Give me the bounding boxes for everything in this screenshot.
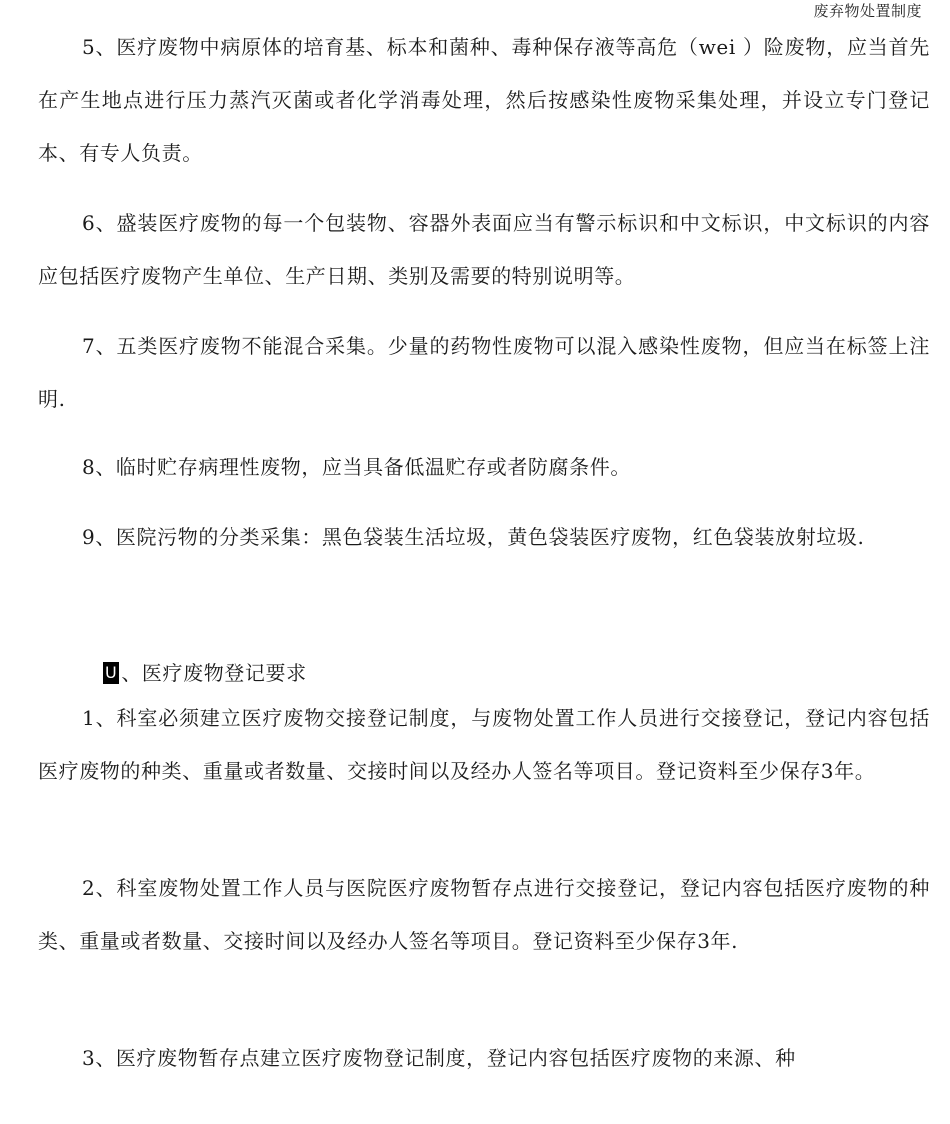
paragraph-item-6: 6、盛装医疗废物的每一个包装物、容器外表面应当有警示标识和中文标识，中文标识的内容应包括医疗废物产生单位、生产日期、类别及需要的特别说明等。: [38, 211, 930, 288]
registration-paragraph-3: 3、医疗废物暂存点建立医疗废物登记制度，登记内容包括医疗废物的来源、种: [82, 1046, 796, 1070]
registration-paragraph-1: 1、科室必须建立医疗废物交接登记制度，与废物处置工作人员进行交接登记，登记内容包括医疗废物的种类、重量或者数量、交接时间以及经办人签名等项目。登记资料至少保存3年。: [38, 706, 930, 783]
paragraph-item-5: 5、医疗废物中病原体的培育基、标本和菌种、毒种保存液等高危（wei ）险废物，应当首先在产生地点进行压力蒸汽灭菌或者化学消毒处理，然后按感染性废物采集处理，并设立专门登记本、有专人负责。: [38, 35, 930, 165]
section-number-marker: U: [105, 663, 118, 682]
section-title: 、医疗废物登记要求: [121, 661, 307, 685]
section-heading: [103, 656, 307, 690]
running-header: 废弃物处置制度: [813, 2, 922, 20]
registration-paragraph-2: 2、科室废物处置工作人员与医院医疗废物暂存点进行交接登记，登记内容包括医疗废物的种类、重量或者数量、交接时间以及经办人签名等项目。登记资料至少保存3年.: [38, 876, 930, 953]
paragraph-item-7: 7、五类医疗废物不能混合采集。少量的药物性废物可以混入感染性废物，但应当在标签上注明.: [38, 334, 930, 411]
paragraph-item-8: 8、临时贮存病理性废物，应当具备低温贮存或者防腐条件。: [82, 455, 631, 479]
paragraph-item-9: 9、医院污物的分类采集：黑色袋装生活垃圾，黄色袋装医疗废物，红色袋装放射垃圾.: [82, 525, 865, 549]
